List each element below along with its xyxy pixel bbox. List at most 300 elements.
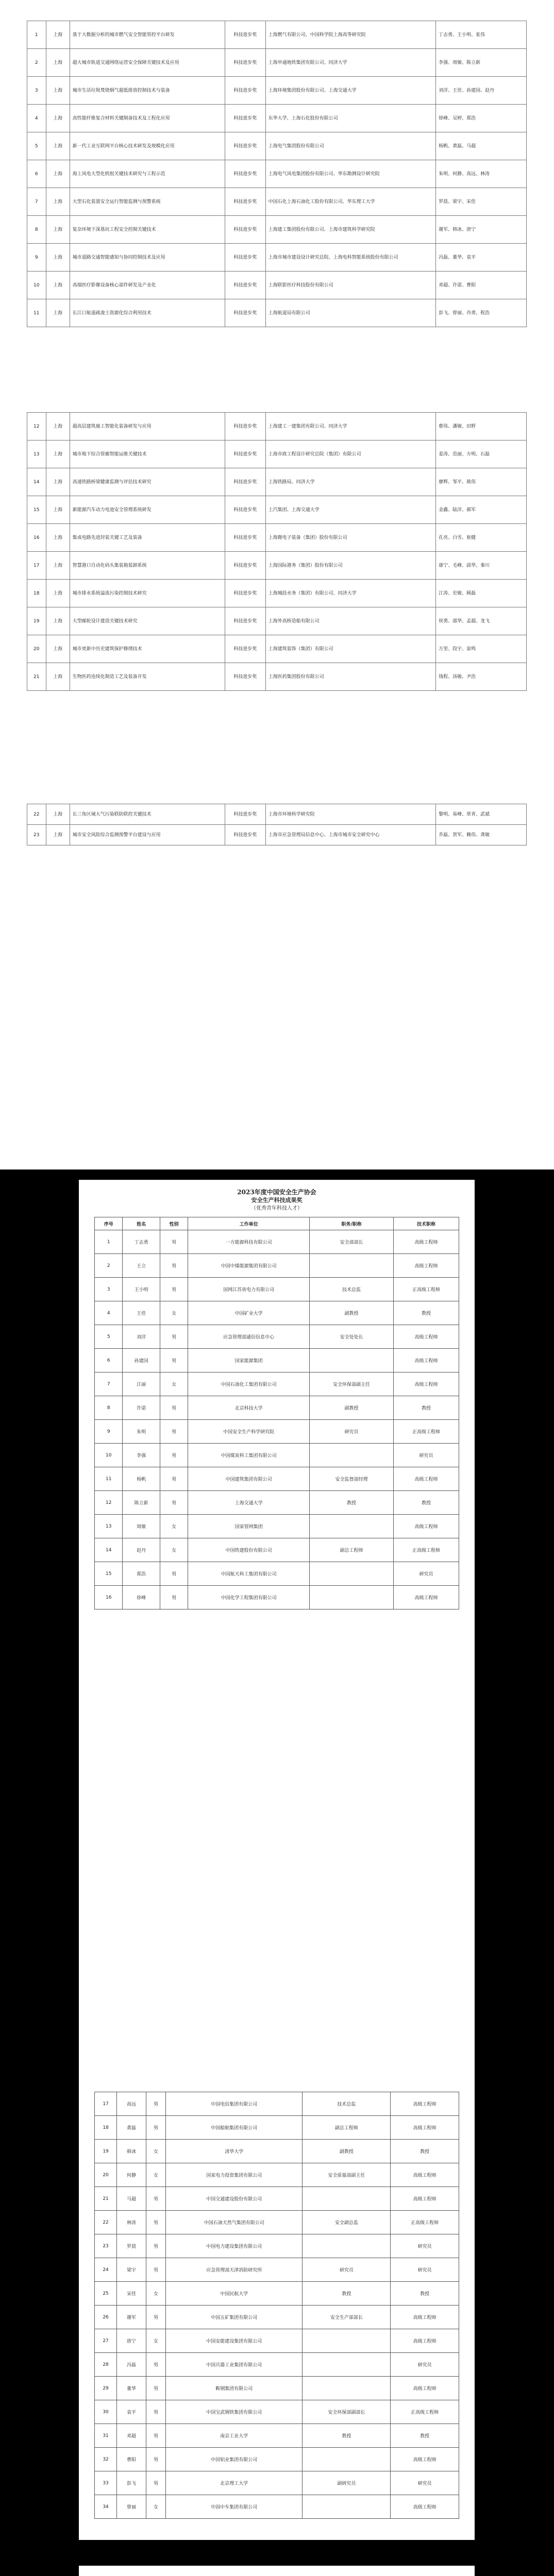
- table-row: [95, 2211, 459, 2234]
- table-cell: 15: [95, 1562, 123, 1586]
- table-cell: 上海: [46, 440, 70, 468]
- table-cell: 高级工程师: [391, 2187, 459, 2211]
- table-cell: 上海航道局有限公司: [265, 299, 435, 327]
- table-cell: 教授: [394, 1396, 459, 1420]
- table-cell: 14: [95, 1538, 123, 1562]
- table-cell: 大型邮轮设计建造关键技术研究: [70, 607, 225, 635]
- table-cell: 国家电力投资集团有限公司: [165, 2163, 303, 2187]
- table-cell: 13: [95, 1515, 123, 1538]
- table-cell: 15: [27, 496, 46, 524]
- table-cell: 安全部部长: [309, 1230, 393, 1254]
- table-cell: 陈立新: [123, 1491, 160, 1515]
- table-header-row: [95, 1217, 459, 1230]
- table-cell: 海上风电大型化机组关键技术研究与工程示范: [70, 160, 225, 188]
- table-cell: 上海: [46, 825, 70, 845]
- table-row: [27, 825, 527, 845]
- table-cell: 城市地下综合管廊智能运维关键技术: [70, 440, 225, 468]
- table-cell: 高级工程师: [391, 2116, 459, 2140]
- table-cell: 19: [95, 2140, 117, 2163]
- table-row: [95, 2187, 459, 2211]
- table-cell: 中国石油化工集团有限公司: [188, 1372, 310, 1396]
- table-cell: 副教授: [309, 1301, 393, 1325]
- table-cell: 25: [95, 2282, 117, 2306]
- table-cell: 33: [95, 2471, 117, 2495]
- table-cell: 12: [95, 1491, 123, 1515]
- table-cell: 上海: [46, 580, 70, 607]
- table-cell: 上海外高桥造船有限公司: [265, 607, 435, 635]
- table-cell: 丁志勇: [123, 1230, 160, 1254]
- table-cell: 27: [95, 2329, 117, 2353]
- table-cell: 复杂环境下深基坑工程安全控制关键技术: [70, 216, 225, 244]
- table-cell: 16: [27, 524, 46, 552]
- table-row: [95, 2163, 459, 2187]
- table-cell: 正高级工程师: [394, 1420, 459, 1444]
- table-cell: 长江口航道疏浚土资源化综合利用技术: [70, 299, 225, 327]
- table-row: [95, 1349, 459, 1372]
- table-cell: 3: [27, 77, 46, 105]
- table-cell: 大型石化装置安全运行智能监测与预警系统: [70, 188, 225, 216]
- table-cell: 中国铝业集团有限公司: [165, 2448, 303, 2471]
- table-cell: 唐宁: [117, 2329, 146, 2353]
- table-row: [95, 1491, 459, 1515]
- sheet-1: [79, 1180, 475, 2107]
- table-cell: 上海: [46, 105, 70, 132]
- table-cell: 高级工程师: [391, 2329, 459, 2353]
- table-cell: 研究员: [394, 1444, 459, 1467]
- table-cell: 高远: [117, 2092, 146, 2116]
- table-cell: 马超: [117, 2187, 146, 2211]
- table-cell: 上海交通大学: [188, 1491, 310, 1515]
- table-cell: 教授: [391, 2140, 459, 2163]
- table-cell: 11: [95, 1467, 123, 1491]
- table-cell: 钱程、汤敏、尹浩: [436, 663, 527, 691]
- table-row: [27, 188, 527, 216]
- table-cell: 上海: [46, 160, 70, 188]
- table-cell: 邓超、许诺、曹阳: [436, 272, 527, 299]
- table-cell: 安全质量部副主任: [303, 2163, 391, 2187]
- table-cell: 男: [146, 2400, 166, 2424]
- table-cell: 万里、段宇、雷鸣: [436, 635, 527, 663]
- table-cell: 男: [146, 2234, 166, 2258]
- table-cell: 中国煤炭科工集团有限公司: [188, 1444, 310, 1467]
- table-row: [27, 105, 527, 132]
- table-cell: [309, 1254, 393, 1278]
- page-1: [0, 0, 554, 371]
- table-cell: 江涛、史敏、顾磊: [436, 580, 527, 607]
- table-cell: 孔亮、白雪、崔健: [436, 524, 527, 552]
- table-cell: 科技进步奖: [225, 663, 265, 691]
- table-cell: 17: [95, 2092, 117, 2116]
- table-cell: 4: [27, 105, 46, 132]
- table-cell: 5: [95, 1325, 123, 1349]
- table-cell: 科技进步奖: [225, 49, 265, 77]
- table-cell: [303, 2187, 391, 2211]
- table-cell: 副教授: [309, 1396, 393, 1420]
- table-row: [95, 1444, 459, 1467]
- doc-subtitle: 安全生产科技成果奖: [251, 1197, 303, 1204]
- table-cell: 刘洋、王佳、孙建国、赵丹: [436, 77, 527, 105]
- table-cell: 高级工程师: [391, 2377, 459, 2400]
- table-row: [95, 1586, 459, 1609]
- table-cell: 女: [146, 2163, 166, 2187]
- table-cell: 男: [160, 1586, 188, 1609]
- table-cell: 罗晨: [117, 2234, 146, 2258]
- table-cell: 林涛: [117, 2211, 146, 2234]
- table-cell: 20: [27, 635, 46, 663]
- table-cell: 中国中煤能源集团有限公司: [188, 1254, 310, 1278]
- table-cell: 上海: [46, 49, 70, 77]
- table-cell: 女: [160, 1515, 188, 1538]
- table-row: [27, 299, 527, 327]
- table-row: [27, 524, 527, 552]
- table-cell: 11: [27, 299, 46, 327]
- table-row: [95, 2471, 459, 2495]
- table-cell: 研究员: [391, 2258, 459, 2282]
- table-row: [95, 1396, 459, 1420]
- table-cell: 应急管理部通信信息中心: [188, 1325, 310, 1349]
- table-cell: 金鑫、陆洋、郝军: [436, 496, 527, 524]
- table-cell: 丁志勇、王小明、张伟: [436, 21, 527, 49]
- table-cell: 高性能纤维复合材料关键制备技术及工程化应用: [70, 105, 225, 132]
- table-row: [95, 2234, 459, 2258]
- table-cell: 31: [95, 2424, 117, 2448]
- table-cell: 智慧港口自动化码头集装箱装卸系统: [70, 552, 225, 580]
- table-row: [27, 607, 527, 635]
- table-cell: 上海: [46, 496, 70, 524]
- table-cell: 中国石化上海石油化工股份有限公司、华东理工大学: [265, 188, 435, 216]
- table-cell: 女: [160, 1301, 188, 1325]
- table-cell: 男: [146, 2424, 166, 2448]
- table-cell: 男: [160, 1278, 188, 1301]
- project-table-3: [27, 804, 527, 845]
- table-cell: 22: [95, 2211, 117, 2234]
- table-cell: 上海市政工程设计研究总院（集团）有限公司: [265, 440, 435, 468]
- table-cell: 曹阳: [117, 2448, 146, 2471]
- people-table-2: [94, 2092, 459, 2519]
- table-cell: 上海国际港务（集团）股份有限公司: [265, 552, 435, 580]
- table-cell: 上海申通地铁集团有限公司、同济大学: [265, 49, 435, 77]
- table-cell: 科技进步奖: [225, 132, 265, 160]
- table-cell: 中国航天科工集团有限公司: [188, 1562, 310, 1586]
- table-cell: 周敏: [123, 1515, 160, 1538]
- table-cell: 梁宇: [117, 2258, 146, 2282]
- table-cell: 上海: [46, 299, 70, 327]
- table-cell: 高端医疗影像设备核心部件研发及产业化: [70, 272, 225, 299]
- table-cell: 男: [160, 1467, 188, 1491]
- table-cell: 高级工程师: [391, 2495, 459, 2519]
- table-cell: 上海铁路局、同济大学: [265, 468, 435, 496]
- table-row: [95, 2353, 459, 2377]
- table-row: [27, 635, 527, 663]
- table-row: [27, 272, 527, 299]
- table-cell: 上汽集团、上海交通大学: [265, 496, 435, 524]
- table-cell: 王小明: [123, 1278, 160, 1301]
- table-cell: 中国五矿集团有限公司: [165, 2306, 303, 2329]
- table-cell: 10: [95, 1444, 123, 1467]
- table-cell: 女: [160, 1372, 188, 1396]
- table-row: [27, 663, 527, 691]
- table-row: [27, 49, 527, 77]
- table-cell: 上海燃气有限公司、中国科学院上海高等研究院: [265, 21, 435, 49]
- table-cell: 罗晨、梁宇、宋佳: [436, 188, 527, 216]
- table-cell: 上海: [46, 468, 70, 496]
- table-cell: 科技进步奖: [225, 440, 265, 468]
- table-cell: 集成电路先进封装关键工艺及装备: [70, 524, 225, 552]
- table-row: [95, 1420, 459, 1444]
- table-row: [95, 1301, 459, 1325]
- table-cell: 黄磊: [117, 2116, 146, 2140]
- table-cell: 科技进步奖: [225, 580, 265, 607]
- table-cell: 高级工程师: [394, 1586, 459, 1609]
- table-cell: 上海: [46, 413, 70, 440]
- table-cell: 中国船舶集团有限公司: [165, 2116, 303, 2140]
- table-cell: 28: [95, 2353, 117, 2377]
- table-cell: 安全环保部副主任: [309, 1372, 393, 1396]
- table-cell: 高级工程师: [394, 1467, 459, 1491]
- table-cell: 上海: [46, 552, 70, 580]
- table-cell: 22: [27, 804, 46, 825]
- table-cell: 长三角区域大气污染联防联控关键技术: [70, 804, 225, 825]
- table-cell: 城市更新中历史建筑保护修缮技术: [70, 635, 225, 663]
- doc-subtitle-2: （优秀青年科技人才）: [251, 1206, 303, 1211]
- table-cell: 康宁、毛峰、邱华、秦川: [436, 552, 527, 580]
- column-header: 序号: [95, 1217, 123, 1230]
- table-cell: 鞍钢集团有限公司: [165, 2377, 303, 2400]
- table-cell: 2: [95, 1254, 123, 1278]
- table-cell: 廖辉、邹平、熊伟: [436, 468, 527, 496]
- table-cell: 徐峰、吴婷、郑浩: [436, 105, 527, 132]
- table-cell: 5: [27, 132, 46, 160]
- table-row: [95, 1325, 459, 1349]
- table-row: [27, 496, 527, 524]
- table-cell: 男: [146, 2448, 166, 2471]
- table-cell: 一方能源科技有限公司: [188, 1230, 310, 1254]
- table-cell: 上海电气风电集团股份有限公司、华东勘测设计研究院: [265, 160, 435, 188]
- table-cell: 研究员: [391, 2234, 459, 2258]
- table-cell: 教授: [309, 1491, 393, 1515]
- table-cell: 高级工程师: [394, 1230, 459, 1254]
- table-cell: 高级工程师: [394, 1372, 459, 1396]
- column-header: 工作单位: [188, 1217, 310, 1230]
- page-2: [0, 392, 554, 762]
- table-cell: [309, 1586, 393, 1609]
- table-cell: 冯磊、董华、袁平: [436, 244, 527, 272]
- table-cell: 上海: [46, 607, 70, 635]
- table-cell: 上海微电子装备（集团）股份有限公司: [265, 524, 435, 552]
- table-cell: 19: [27, 607, 46, 635]
- table-cell: 彭飞: [117, 2471, 146, 2495]
- table-cell: 何静: [117, 2163, 146, 2187]
- table-row: [27, 77, 527, 105]
- table-cell: 韩冰: [117, 2140, 146, 2163]
- table-cell: 上海: [46, 188, 70, 216]
- table-row: [95, 1254, 459, 1278]
- table-cell: 8: [95, 1396, 123, 1420]
- table-cell: 研究员: [309, 1420, 393, 1444]
- table-cell: 徐峰: [123, 1586, 160, 1609]
- table-cell: 上海建工集团股份有限公司、上海市建筑科学研究院: [265, 216, 435, 244]
- table-cell: 王立: [123, 1254, 160, 1278]
- table-cell: 34: [95, 2495, 117, 2519]
- table-cell: 李强: [123, 1444, 160, 1467]
- table-cell: 女: [146, 2140, 166, 2163]
- table-cell: 科技进步奖: [225, 496, 265, 524]
- table-row: [95, 2140, 459, 2163]
- table-cell: 上海环境集团股份有限公司、上海交通大学: [265, 77, 435, 105]
- table-cell: 高级工程师: [394, 1515, 459, 1538]
- table-cell: [303, 2377, 391, 2400]
- table-cell: 男: [160, 1444, 188, 1467]
- table-cell: 宋佳: [117, 2282, 146, 2306]
- table-cell: 科技进步奖: [225, 804, 265, 825]
- table-cell: 科技进步奖: [225, 468, 265, 496]
- table-cell: 朱明: [123, 1420, 160, 1444]
- table-row: [95, 1538, 459, 1562]
- table-cell: [309, 1349, 393, 1372]
- table-cell: 科技进步奖: [225, 413, 265, 440]
- table-cell: 上海: [46, 663, 70, 691]
- table-cell: 高级工程师: [391, 2163, 459, 2187]
- table-cell: 上海: [46, 216, 70, 244]
- table-cell: 科技进步奖: [225, 160, 265, 188]
- table-cell: [303, 2448, 391, 2471]
- table-cell: [303, 2495, 391, 2519]
- table-row: [27, 468, 527, 496]
- table-cell: 男: [160, 1396, 188, 1420]
- table-cell: 24: [95, 2258, 117, 2282]
- table-cell: [303, 2329, 391, 2353]
- table-cell: 男: [160, 1562, 188, 1586]
- table-cell: 教授: [303, 2424, 391, 2448]
- table-cell: 14: [27, 468, 46, 496]
- table-cell: 上海: [46, 524, 70, 552]
- table-row: [95, 1230, 459, 1254]
- table-cell: 3: [95, 1278, 123, 1301]
- table-cell: 江丽: [123, 1372, 160, 1396]
- table-cell: 曾丽: [117, 2495, 146, 2519]
- table-cell: 17: [27, 552, 46, 580]
- table-cell: 南京工业大学: [165, 2424, 303, 2448]
- sheet-2: [79, 2076, 475, 2540]
- table-cell: 中国中车集团有限公司: [165, 2495, 303, 2519]
- table-cell: 安全副总监: [303, 2211, 391, 2234]
- table-cell: 中国宝武钢铁集团有限公司: [165, 2400, 303, 2424]
- table-cell: 中国建筑集团有限公司: [188, 1467, 310, 1491]
- table-cell: 北京理工大学: [165, 2471, 303, 2495]
- table-row: [27, 804, 527, 825]
- table-cell: 国家管网集团: [188, 1515, 310, 1538]
- project-table-2: [27, 412, 527, 691]
- table-cell: 20: [95, 2163, 117, 2187]
- table-cell: 科技进步奖: [225, 77, 265, 105]
- table-cell: 7: [27, 188, 46, 216]
- table-cell: 新一代工业互联网平台核心技术研发及规模化应用: [70, 132, 225, 160]
- table-cell: 上海: [46, 244, 70, 272]
- table-cell: 男: [146, 2306, 166, 2329]
- table-cell: 男: [146, 2471, 166, 2495]
- table-cell: 男: [160, 1420, 188, 1444]
- page-3: [0, 783, 554, 1154]
- table-row: [95, 1467, 459, 1491]
- table-cell: 男: [146, 2377, 166, 2400]
- table-cell: 副教授: [303, 2140, 391, 2163]
- table-cell: 科技进步奖: [225, 188, 265, 216]
- table-cell: 教授: [391, 2424, 459, 2448]
- table-cell: 正高级工程师: [394, 1278, 459, 1301]
- table-cell: 科技进步奖: [225, 524, 265, 552]
- table-row: [95, 2116, 459, 2140]
- table-cell: 正高级工程师: [391, 2211, 459, 2234]
- table-cell: 1: [27, 21, 46, 49]
- column-header: 性别: [160, 1217, 188, 1230]
- table-cell: 刘洋: [123, 1325, 160, 1349]
- table-cell: 科技进步奖: [225, 244, 265, 272]
- table-cell: 城市安全风险综合监测预警平台建设与应用: [70, 825, 225, 845]
- table-cell: 12: [27, 413, 46, 440]
- table-cell: 中国安能建设集团有限公司: [165, 2329, 303, 2353]
- table-row: [27, 440, 527, 468]
- table-cell: 许诺: [123, 1396, 160, 1420]
- table-cell: 清华大学: [165, 2140, 303, 2163]
- table-cell: 研究员: [303, 2258, 391, 2282]
- table-cell: 科技进步奖: [225, 21, 265, 49]
- table-cell: 23: [95, 2234, 117, 2258]
- table-row: [95, 2448, 459, 2471]
- table-row: [95, 2424, 459, 2448]
- table-row: [27, 160, 527, 188]
- table-cell: 8: [27, 216, 46, 244]
- table-cell: 安全监督部经理: [309, 1467, 393, 1491]
- table-cell: [309, 1444, 393, 1467]
- table-cell: 上海电气集团股份有限公司: [265, 132, 435, 160]
- table-cell: 中国石油天然气集团有限公司: [165, 2211, 303, 2234]
- table-cell: 董华: [117, 2377, 146, 2400]
- table-cell: 男: [160, 1254, 188, 1278]
- table-cell: 上海: [46, 272, 70, 299]
- table-cell: 冯磊: [117, 2353, 146, 2377]
- table-cell: 教授: [394, 1301, 459, 1325]
- table-cell: 教授: [303, 2282, 391, 2306]
- table-row: [95, 2400, 459, 2424]
- table-cell: 男: [146, 2187, 166, 2211]
- table-cell: 高级工程师: [394, 1325, 459, 1349]
- table-cell: 研究员: [391, 2353, 459, 2377]
- table-cell: 科技进步奖: [225, 105, 265, 132]
- table-cell: 国网江苏省电力有限公司: [188, 1278, 310, 1301]
- table-cell: 6: [27, 160, 46, 188]
- table-cell: 教授: [394, 1491, 459, 1515]
- table-cell: 26: [95, 2306, 117, 2329]
- table-cell: 城市道路交通智能感知与协同控制技术及应用: [70, 244, 225, 272]
- table-row: [95, 2329, 459, 2353]
- table-cell: 32: [95, 2448, 117, 2471]
- table-cell: 男: [146, 2092, 166, 2116]
- table-cell: 安全环保部副部长: [303, 2400, 391, 2424]
- sheet-3: [79, 2566, 475, 2576]
- table-cell: 女: [146, 2282, 166, 2306]
- table-cell: 杨帆: [123, 1467, 160, 1491]
- table-cell: 6: [95, 1349, 123, 1372]
- table-cell: 郑浩: [123, 1562, 160, 1586]
- table-cell: 女: [160, 1538, 188, 1562]
- doc-header: [79, 1180, 475, 1217]
- table-cell: 高级工程师: [391, 2306, 459, 2329]
- table-cell: 姜涛、范丽、方明、石磊: [436, 440, 527, 468]
- table-row: [95, 1562, 459, 1586]
- table-cell: 2: [27, 49, 46, 77]
- table-cell: 生物医药连续化制造工艺及装备开发: [70, 663, 225, 691]
- table-cell: [303, 2234, 391, 2258]
